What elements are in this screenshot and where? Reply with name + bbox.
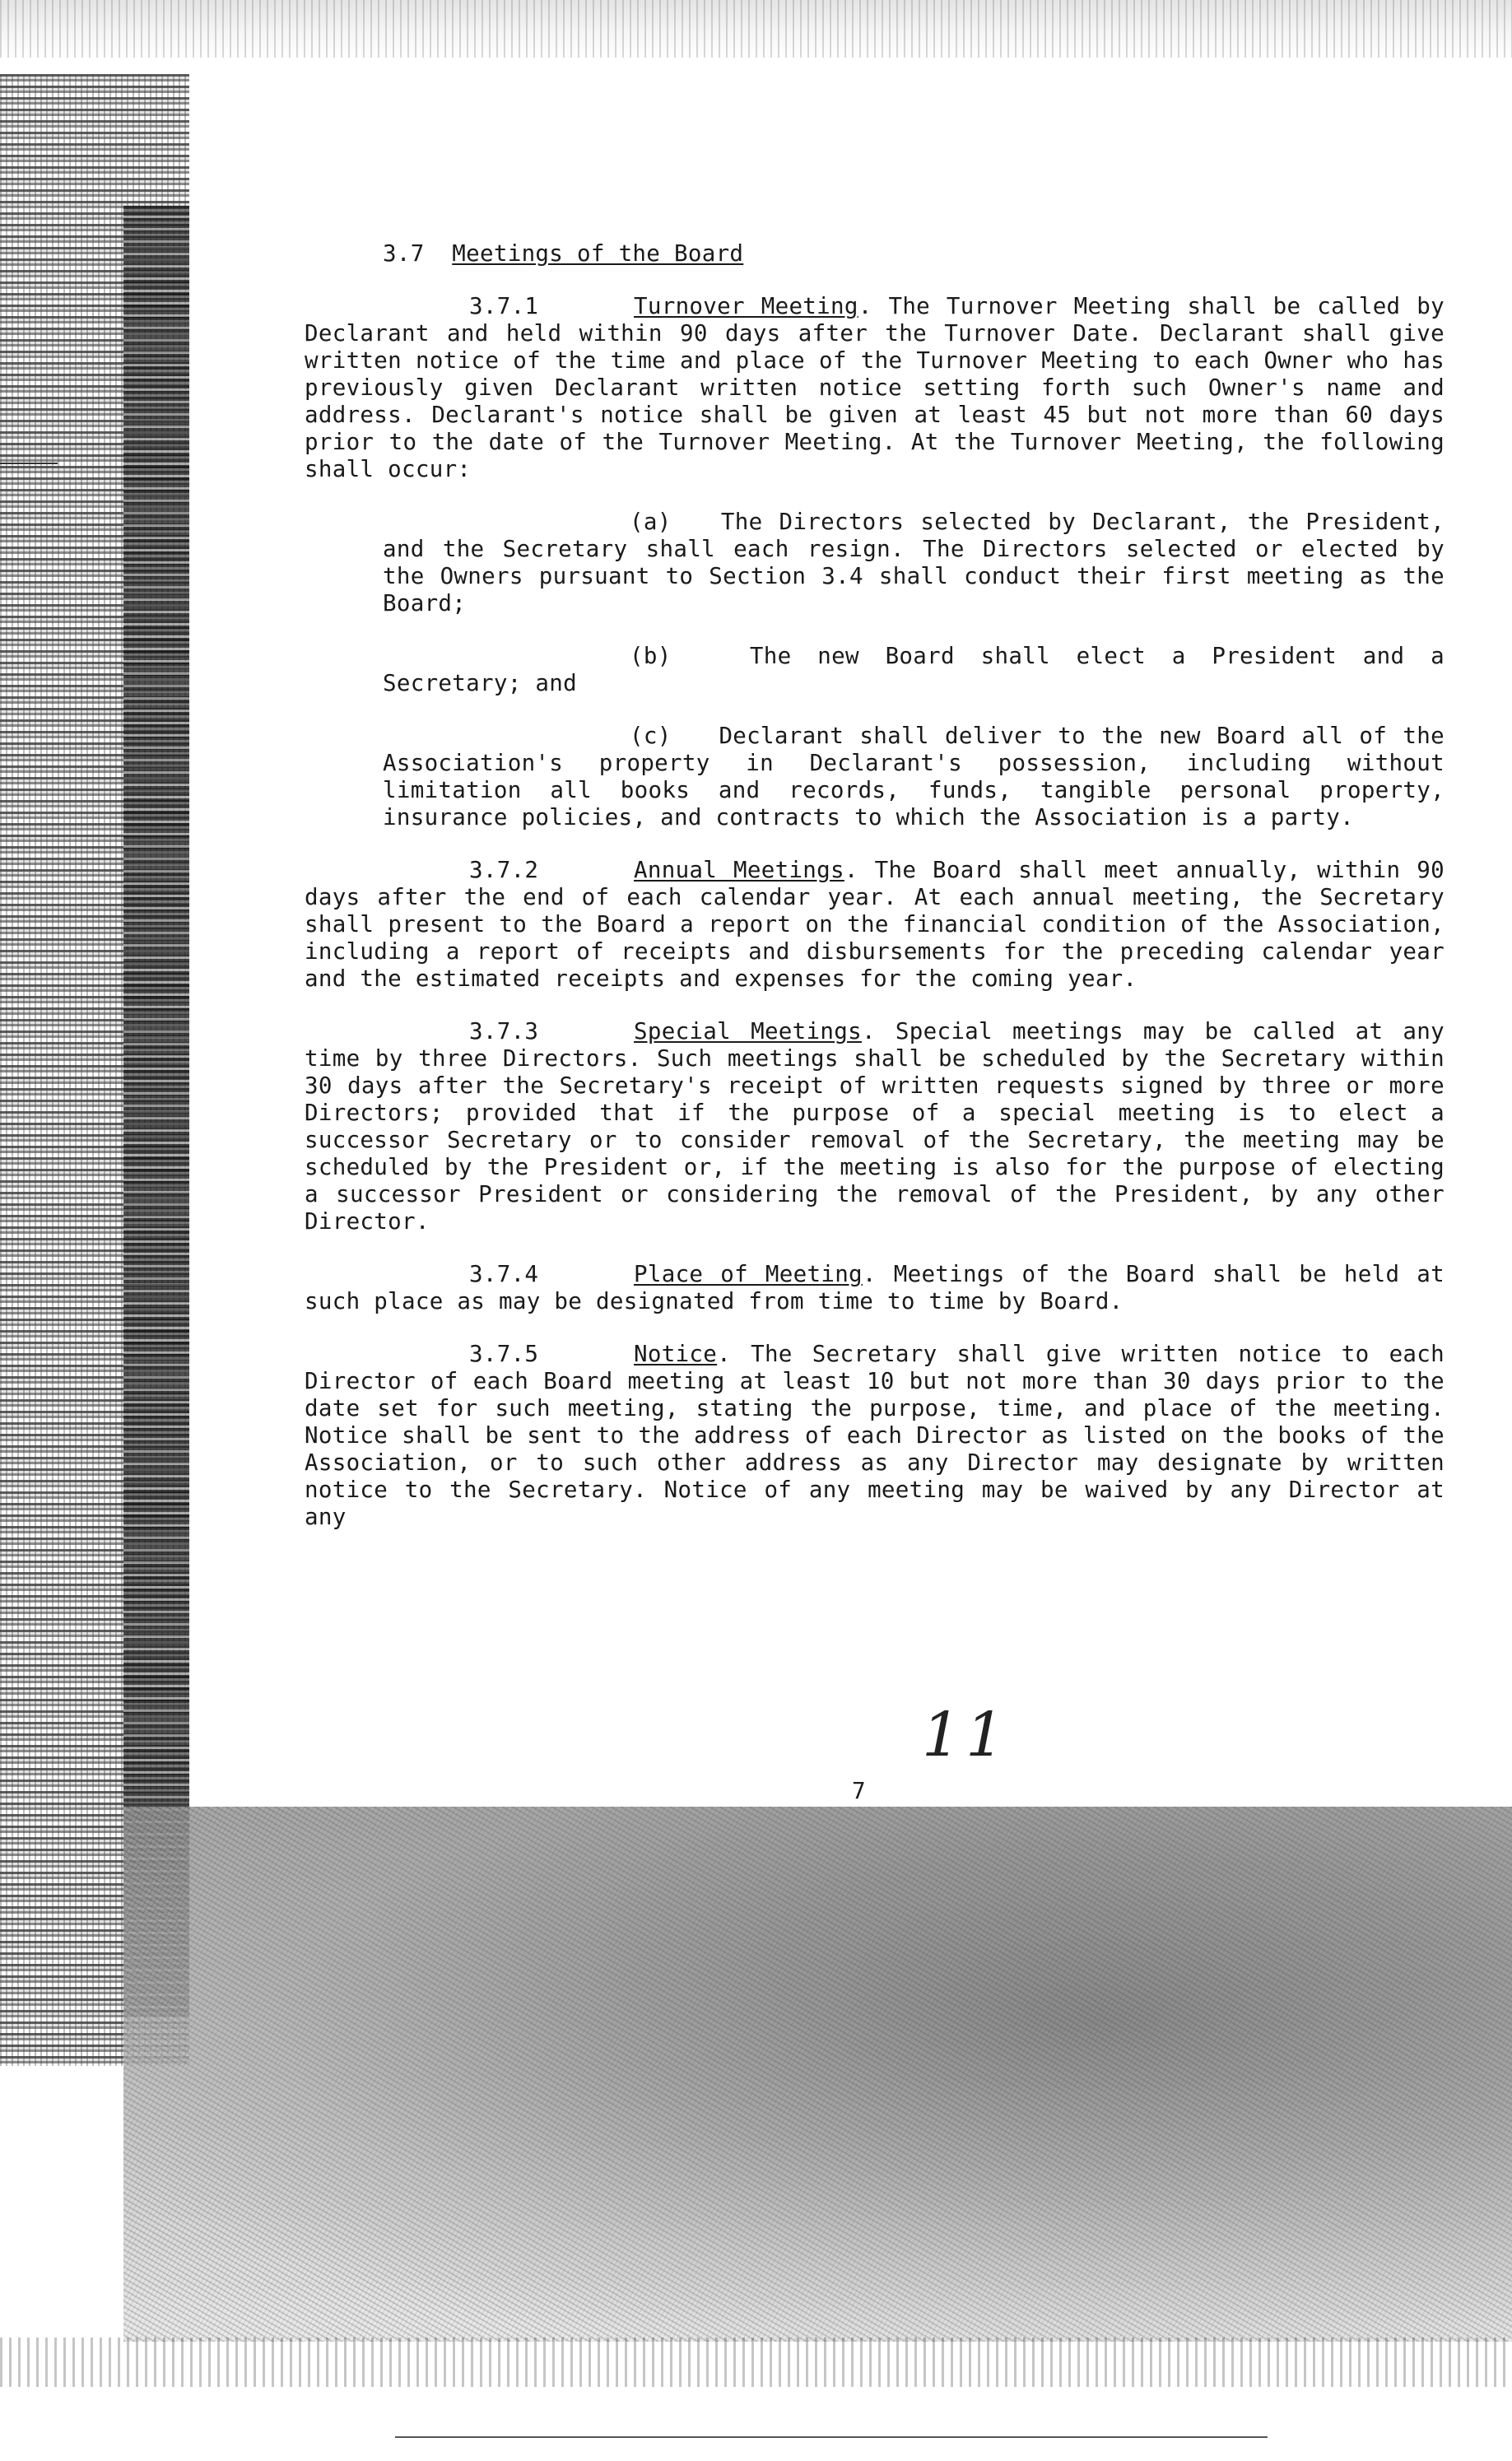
subsection-title: Notice (634, 1341, 718, 1367)
scan-artifact-bottom-strip (0, 2338, 1512, 2387)
subsection-number: 3.7.1 (469, 293, 539, 319)
turnover-item-a (383, 509, 1445, 617)
subsection-text: . The Turnover Meeting shall be called by Declarant and held within 90 days after the Turnover Date. Declarant shall give written notice of the time and place of the Turnover Meeting to each Owner who has previously given Declarant written notice setting forth such Owner's name and address. Declarant's notice shall be given at least 45 but not more than 60 days prior to the date of the Turnover Meeting. At the Turnover Meeting, the following shall occur: (305, 293, 1445, 482)
turnover-item-b (383, 643, 1445, 697)
item-label: (c) (630, 723, 672, 749)
subsection-text: . The Secretary shall give written notice to each Director of each Board meeting at least 10 but not more than 30 days prior to the date set for such meeting, stating the purpose, time, and place of the meeting. Notice shall be sent to the address of each Director as listed on the books of the Association, or to such other address as any Director may designate by written notice to the Secretary. Notice of any meeting may be waived by any Director at any (305, 1341, 1445, 1530)
handwritten-page-mark: 11 (922, 1700, 1010, 1770)
scan-artifact-bottom-rule (395, 2436, 1268, 2438)
subsection-3-7-4 (305, 1261, 1445, 1315)
subsection-title: Special Meetings (634, 1018, 862, 1044)
subsection-number: 3.7.5 (469, 1341, 539, 1367)
subsection-3-7-2 (305, 857, 1445, 993)
subsection-text: . Meetings of the Board shall be held at such place as may be designated from time to time by Board. (305, 1261, 1445, 1314)
section-heading (383, 240, 1445, 268)
item-label: (b) (630, 643, 672, 669)
subsection-text: . The Board shall meet annually, within 90 days after the end of each calendar year. At each annual meeting, the Secretary shall present to the Board a report on the financial condition of the Association, including a report of receipts and disbursements for the preceding calendar year and the estimated receipts and expenses for the coming year. (305, 857, 1445, 992)
item-text: The new Board shall elect a President and a Secretary; and (383, 643, 1445, 696)
subsection-title: Annual Meetings (634, 857, 844, 883)
subsection-number: 3.7.3 (469, 1018, 539, 1044)
item-label: (a) (630, 509, 672, 535)
item-text: Declarant shall deliver to the new Board all of the Association's property in Declarant's possession, including without limitation all books and records, funds, tangible personal property, insurance policies, and contracts to which the Association is a party. (383, 723, 1445, 830)
subsection-title: Turnover Meeting (634, 293, 858, 319)
scan-artifact-bottom-smudge (123, 1807, 1512, 2342)
subsection-3-7-3 (305, 1018, 1445, 1235)
scan-artifact-left-bar (123, 206, 189, 2017)
section-title: Meetings of the Board (452, 240, 744, 267)
subsection-number: 3.7.2 (469, 857, 539, 883)
turnover-item-c (383, 723, 1445, 831)
document-body (305, 240, 1445, 1556)
subsection-3-7-1 (305, 293, 1445, 483)
subsection-3-7-5 (305, 1341, 1445, 1531)
scan-artifact-tick (0, 463, 58, 464)
page-number: 7 (852, 1778, 866, 1804)
subsection-title: Place of Meeting (634, 1261, 863, 1287)
section-number: 3.7 (383, 240, 425, 267)
subsection-text: . Special meetings may be called at any time by three Directors. Such meetings shall be scheduled by the Secretary within 30 days after the Secretary's receipt of written requests signed by three or more Directors; provided that if the purpose of a special meeting is to elect a successor Secretary or to consider removal of the Secretary, the meeting may be scheduled by the President or, if the meeting is also for the purpose of electing a successor President or considering the removal of the President, by any other Director. (305, 1018, 1445, 1235)
item-text: The Directors selected by Declarant, the President, and the Secretary shall each resign. The Directors selected or elected by the Owners pursuant to Section 3.4 shall conduct their first meeting as the Board; (383, 509, 1445, 616)
scan-artifact-top (0, 0, 1512, 58)
subsection-number: 3.7.4 (469, 1261, 539, 1287)
